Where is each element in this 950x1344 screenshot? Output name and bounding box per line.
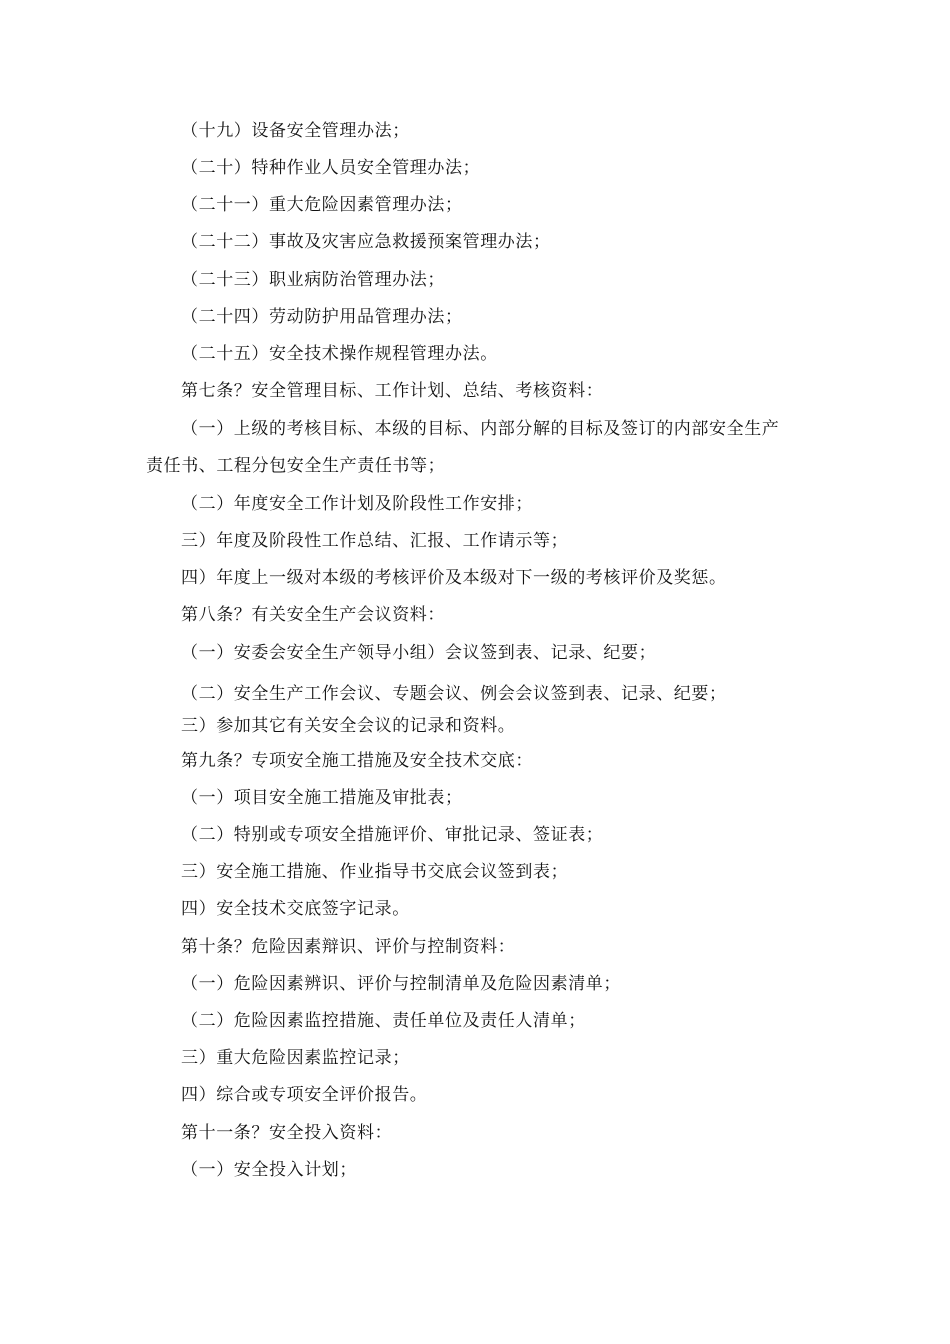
text-line: 三）参加其它有关安全会议的记录和资料。 [181,716,516,736]
article-heading: 第七条？安全管理目标、工作计划、总结、考核资料： [181,381,604,401]
text-line: （一）安委会安全生产领导小组）会议签到表、记录、纪要； [181,643,657,663]
text-line: （二十四）劳动防护用品管理办法； [181,307,463,327]
text-line: 三）年度及阶段性工作总结、汇报、工作请示等； [181,531,569,551]
text-line: 四）综合或专项安全评价报告。 [181,1085,428,1105]
text-line: 责任书、工程分包安全生产责任书等； [146,456,446,476]
text-line: 四）年度上一级对本级的考核评价及本级对下一级的考核评价及奖惩。 [181,568,727,588]
text-line: （一）安全投入计划； [181,1160,357,1180]
text-line: （十九）设备安全管理办法； [181,121,410,141]
text-line: 三）重大危险因素监控记录； [181,1048,410,1068]
text-line: （一）项目安全施工措施及审批表； [181,788,463,808]
text-line: 四）安全技术交底签字记录。 [181,899,410,919]
article-heading: 第十一条？安全投入资料： [181,1123,393,1143]
text-line: （一）上级的考核目标、本级的目标、内部分解的目标及签订的内部安全生产 [181,419,780,439]
text-line: （二十一）重大危险因素管理办法； [181,195,463,215]
article-heading: 第九条？专项安全施工措施及安全技术交底： [181,751,533,771]
text-line: （二十二）事故及灾害应急救援预案管理办法； [181,232,551,252]
article-heading: 第八条？有关安全生产会议资料： [181,605,445,625]
article-heading: 第十条？危险因素辩识、评价与控制资料： [181,937,516,957]
text-line: （二）危险因素监控措施、责任单位及责任人清单； [181,1011,586,1031]
text-line: （一）危险因素辨识、评价与控制清单及危险因素清单； [181,974,621,994]
text-line: （二）特别或专项安全措施评价、审批记录、签证表； [181,825,604,845]
text-line: （二）安全生产工作会议、专题会议、例会会议签到表、记录、纪要； [181,684,727,704]
text-line: 三）安全施工措施、作业指导书交底会议签到表； [181,862,569,882]
text-line: （二十五）安全技术操作规程管理办法。 [181,344,498,364]
text-line: （二十）特种作业人员安全管理办法； [181,158,481,178]
text-line: （二）年度安全工作计划及阶段性工作安排； [181,494,533,514]
text-line: （二十三）职业病防治管理办法； [181,270,445,290]
